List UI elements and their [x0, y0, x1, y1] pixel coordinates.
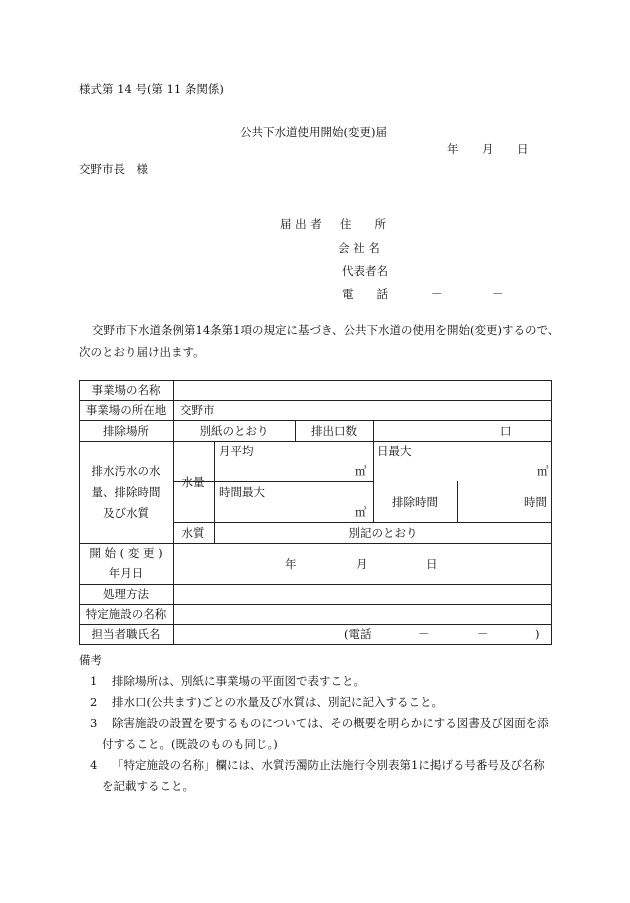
address-label: 住 所 — [340, 217, 386, 231]
hourly-max-unit: ㎥ — [355, 505, 367, 519]
daily-max-label: 日最大 — [377, 444, 412, 458]
phone-dash-2: － — [492, 287, 504, 301]
addressee: 交野市長 様 — [79, 162, 148, 176]
start-date-day: 日 — [426, 557, 438, 571]
hourly-max-label: 時間最大 — [219, 485, 265, 499]
volume-label: 水量 — [181, 475, 205, 489]
date-month-label: 月 — [482, 142, 494, 156]
contact-phone-open: (電話 — [344, 627, 372, 641]
site-location-label: 事業場の所在地 — [85, 403, 167, 417]
monthly-avg-unit: ㎥ — [355, 464, 367, 478]
start-date-year: 年 — [285, 557, 297, 571]
contact-phone-close: ) — [535, 627, 540, 641]
note-text-continued: 付すること。(既設のものも同じ。) — [102, 737, 278, 751]
contact-dash-2: － — [477, 627, 489, 641]
intro-line-2: 次のとおり届け出ます。 — [79, 345, 205, 359]
note-text: 除害施設の設置を要するものについては、その概要を明らかにする図書及び図面を添 — [112, 716, 549, 730]
note-number: 1 — [90, 674, 98, 688]
wastewater-label-line-2: 量、排除時間 — [91, 485, 161, 499]
applicant-label: 届 出 者 — [280, 217, 322, 231]
note-number: 3 — [90, 716, 98, 730]
quality-value: 別記のとおり — [348, 526, 418, 540]
representative-label: 代表者名 — [342, 264, 388, 278]
start-date-month: 月 — [356, 557, 368, 571]
notes-heading: 備考 — [79, 653, 102, 667]
note-text: 排水口(公共ます)ごとの水量及び水質は、別記に記入すること。 — [112, 695, 443, 709]
phone-label: 電 話 — [342, 287, 388, 301]
drain-time-unit: 時間 — [524, 495, 547, 509]
note-number: 2 — [90, 695, 98, 709]
outlet-count-label: 排出口数 — [311, 424, 357, 438]
wastewater-label-line-1: 排水汚水の水 — [91, 464, 161, 478]
drain-place-value: 別紙のとおり — [199, 424, 269, 438]
note-text: 「特定施設の名称」欄には、水質汚濁防止法施行令別表第1に掲げる号番号及び名称 — [112, 758, 545, 772]
note-text: 排除場所は、別紙に事業場の平面図で表すこと。 — [112, 674, 365, 688]
note-text-continued: を記載すること。 — [102, 779, 194, 793]
daily-max-unit: ㎥ — [537, 464, 549, 478]
drain-time-label: 排除時間 — [392, 495, 438, 509]
contact-dash-1: － — [418, 627, 430, 641]
intro-line-1: 交野市下水道条例第14条第1項の規定に基づき、公共下水道の使用を開始(変更)するので、 — [92, 323, 560, 337]
site-name-label: 事業場の名称 — [91, 383, 161, 397]
application-table — [79, 380, 552, 645]
outlet-count-unit: 口 — [500, 424, 512, 438]
start-date-label-line-2: 年月日 — [108, 566, 144, 580]
form-title: 公共下水道使用開始(変更)届 — [240, 125, 387, 139]
phone-dash-1: － — [431, 287, 443, 301]
site-name-field[interactable] — [174, 380, 551, 400]
treatment-label: 処理方法 — [103, 587, 149, 601]
contact-label: 担当者職氏名 — [91, 627, 161, 641]
facility-label: 特定施設の名称 — [85, 607, 167, 621]
company-label: 会 社 名 — [338, 241, 380, 255]
quality-label: 水質 — [181, 526, 205, 540]
form-number: 様式第 14 号(第 11 条関係) — [79, 82, 224, 96]
date-day-label: 日 — [517, 142, 529, 156]
note-number: 4 — [90, 758, 98, 772]
table-grid — [79, 380, 552, 645]
date-year-label: 年 — [447, 142, 459, 156]
wastewater-label-line-3: 及び水質 — [103, 506, 149, 520]
site-location-value: 交野市 — [180, 403, 215, 417]
drain-place-label: 排除場所 — [103, 424, 149, 438]
start-date-label-line-1: 開 始 ( 変 更 ) — [89, 546, 163, 560]
monthly-avg-label: 月平均 — [219, 444, 254, 458]
